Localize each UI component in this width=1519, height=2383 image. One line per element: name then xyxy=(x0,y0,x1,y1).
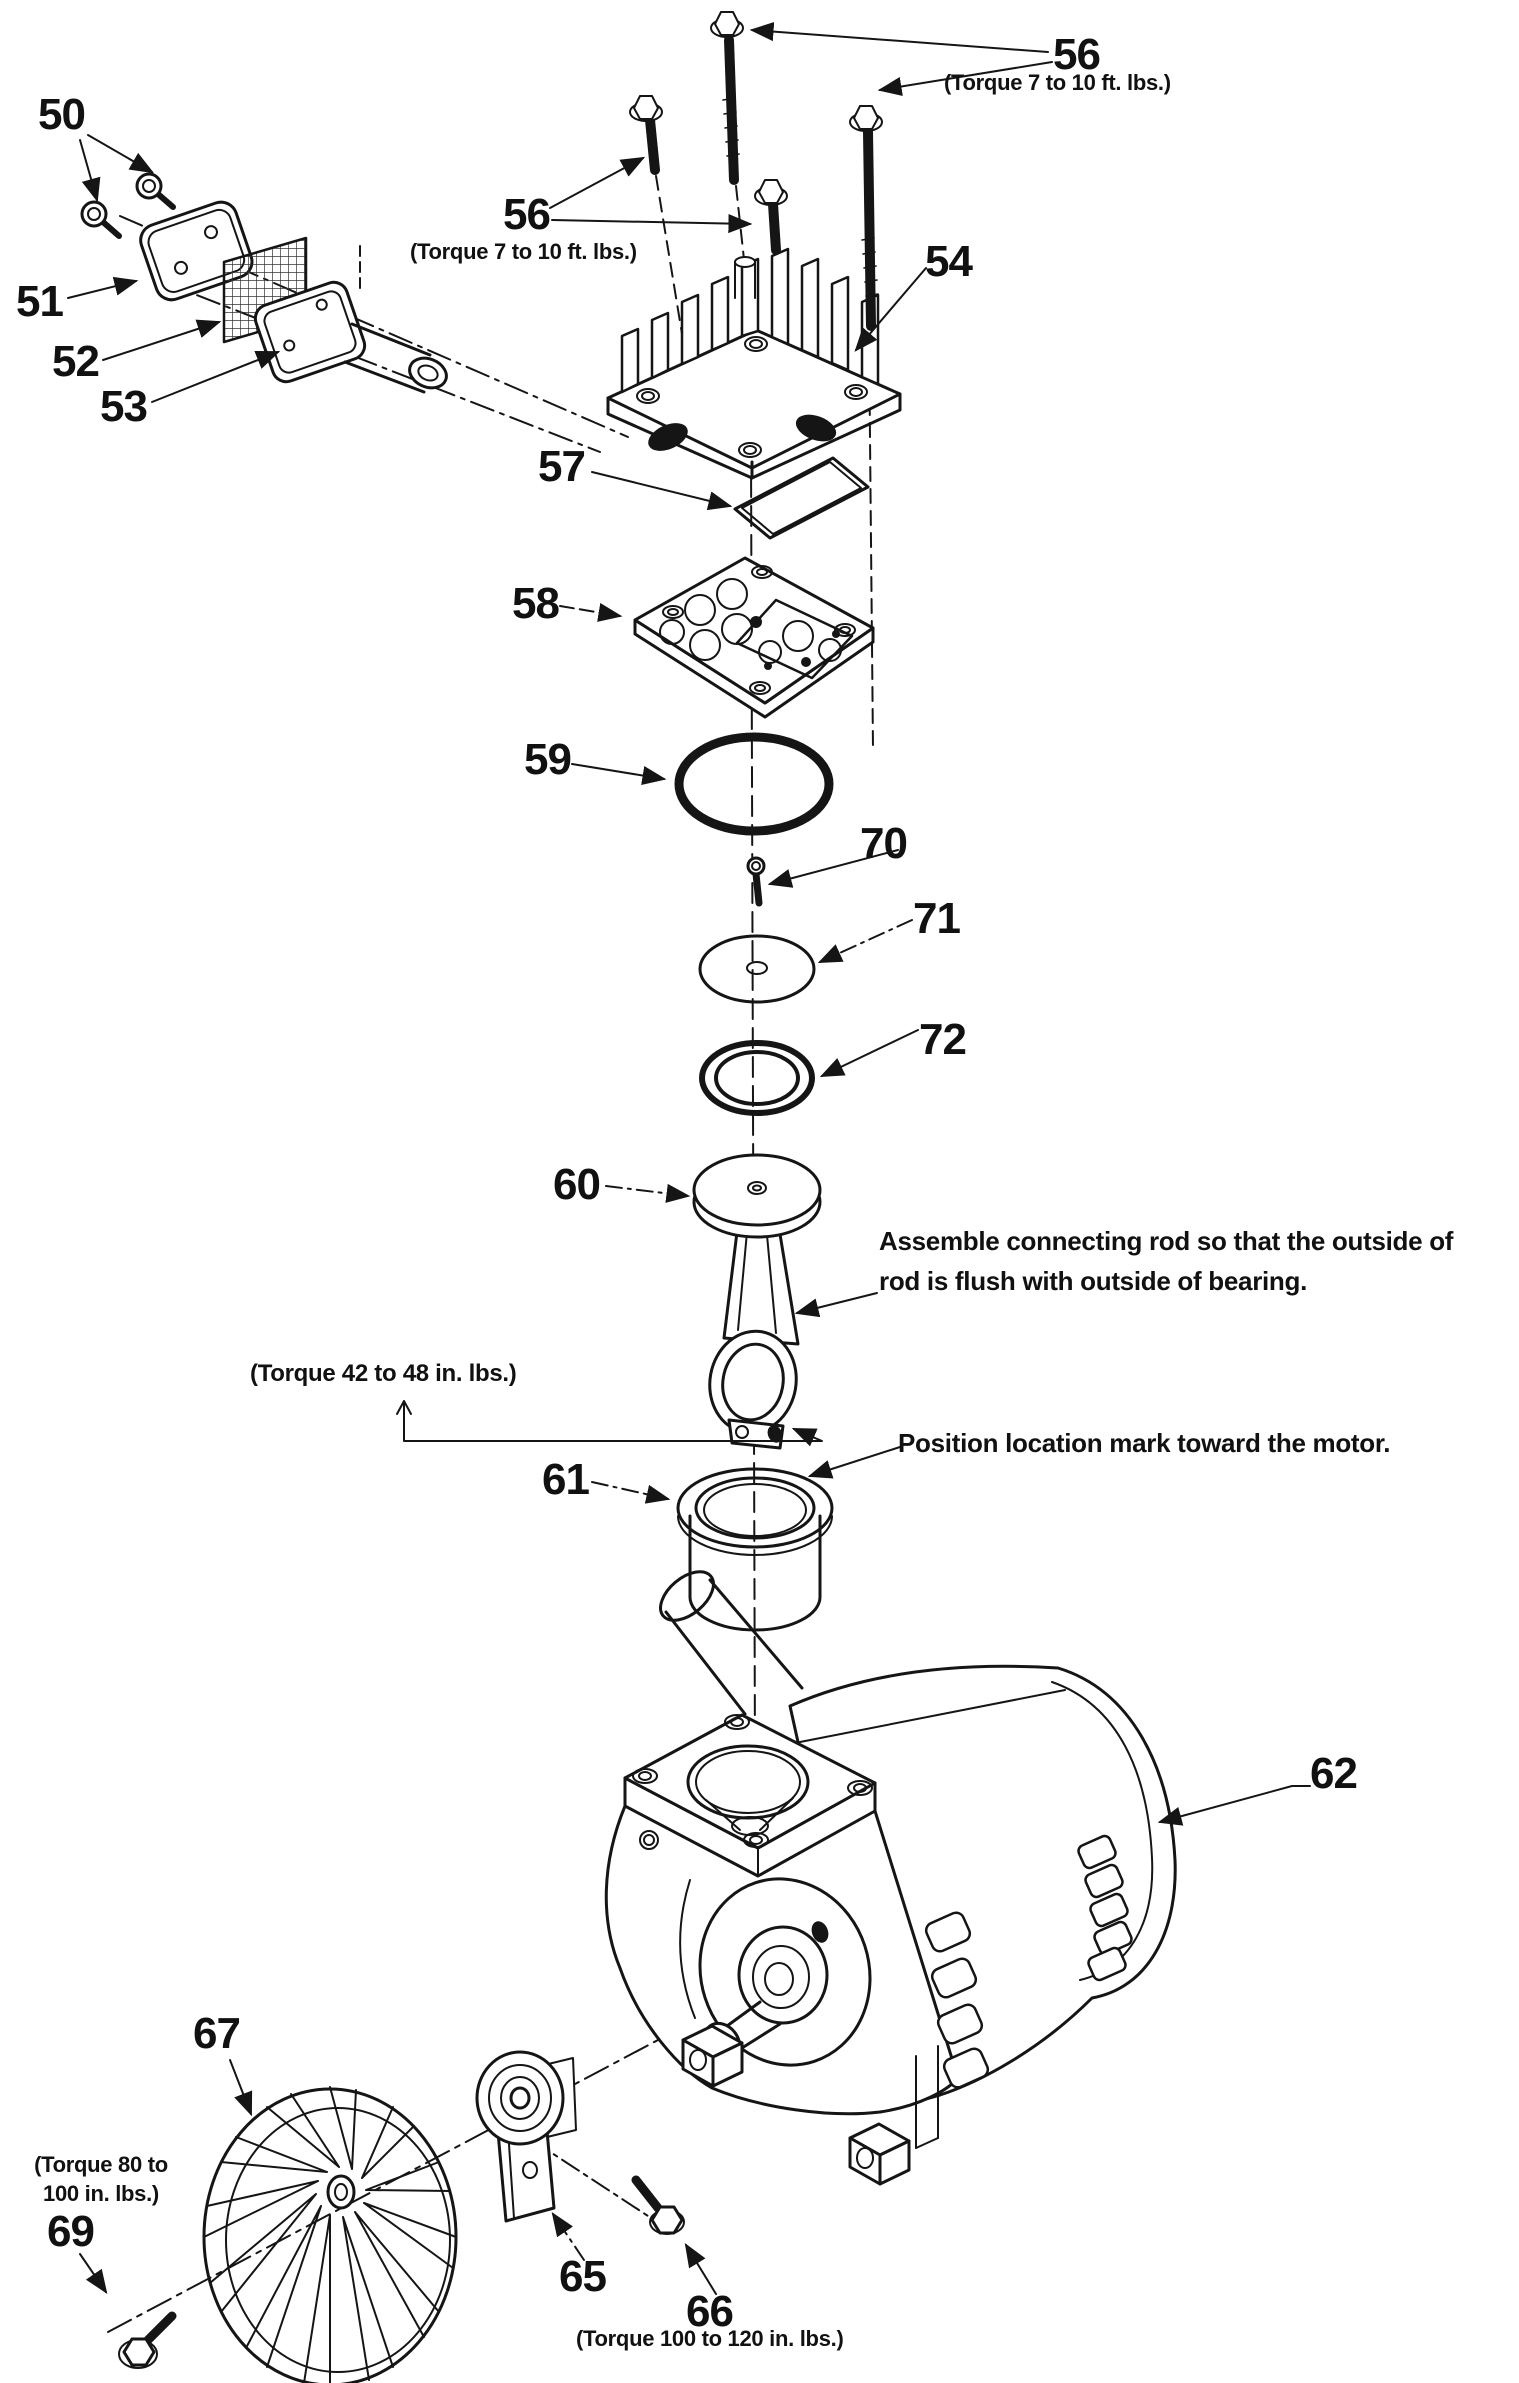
bolt xyxy=(630,96,662,170)
note-assemble-line1: Assemble connecting rod so that the outside of xyxy=(879,1226,1454,1256)
callout-50: 50 xyxy=(38,90,85,139)
motor-pump-62 xyxy=(606,1562,1175,2184)
bolt-66 xyxy=(636,2180,684,2234)
head-gasket-57 xyxy=(735,458,868,538)
callout-56-top: 56 xyxy=(1053,30,1100,79)
fan-67 xyxy=(204,2087,456,2383)
ring-72 xyxy=(702,1043,812,1113)
callout-58: 58 xyxy=(512,579,559,628)
callout-70: 70 xyxy=(860,819,907,868)
note-torque-rod: (Torque 42 to 48 in. lbs.) xyxy=(250,1360,517,1387)
note-torque-fan-line2: 100 in. lbs.) xyxy=(43,2181,159,2207)
eccentric-65 xyxy=(477,2052,576,2221)
callout-57: 57 xyxy=(538,442,585,491)
callout-59: 59 xyxy=(524,735,571,784)
note-torque-fan-line1: (Torque 80 to xyxy=(34,2152,168,2177)
callout-51: 51 xyxy=(16,277,63,326)
callout-67: 67 xyxy=(193,2009,240,2058)
valve-pin-70 xyxy=(748,858,764,903)
callout-52: 52 xyxy=(52,337,99,386)
bolt xyxy=(711,12,743,180)
callout-62: 62 xyxy=(1310,1749,1357,1798)
bolt xyxy=(755,180,787,250)
callout-72: 72 xyxy=(919,1015,966,1064)
valve-plate-58 xyxy=(635,558,873,717)
note-torque-head-top: (Torque 7 to 10 ft. lbs.) xyxy=(944,70,1171,95)
cylinder-head-54 xyxy=(608,249,900,478)
callout-71: 71 xyxy=(913,894,960,943)
bolt xyxy=(850,106,882,326)
callout-69: 69 xyxy=(47,2207,94,2256)
valve-disc-71 xyxy=(700,936,814,1002)
piston-rod-60 xyxy=(694,1155,820,1448)
note-assemble-line2: rod is flush with outside of bearing. xyxy=(879,1266,1308,1296)
callout-65: 65 xyxy=(559,2252,606,2301)
callout-56-mid: 56 xyxy=(503,190,550,239)
callout-61: 61 xyxy=(542,1455,589,1504)
callout-53: 53 xyxy=(100,382,147,431)
note-torque-66: (Torque 100 to 120 in. lbs.) xyxy=(576,2326,844,2351)
o-ring-59 xyxy=(679,737,829,831)
callout-66: 66 xyxy=(686,2287,733,2336)
note-position-mark: Position location mark toward the motor. xyxy=(898,1428,1391,1458)
callout-54: 54 xyxy=(925,237,972,286)
note-torque-head-mid: (Torque 7 to 10 ft. lbs.) xyxy=(410,239,637,264)
note-torque-fan xyxy=(10,2150,192,2208)
bolt-69 xyxy=(119,2316,172,2368)
callout-60: 60 xyxy=(553,1160,600,1209)
